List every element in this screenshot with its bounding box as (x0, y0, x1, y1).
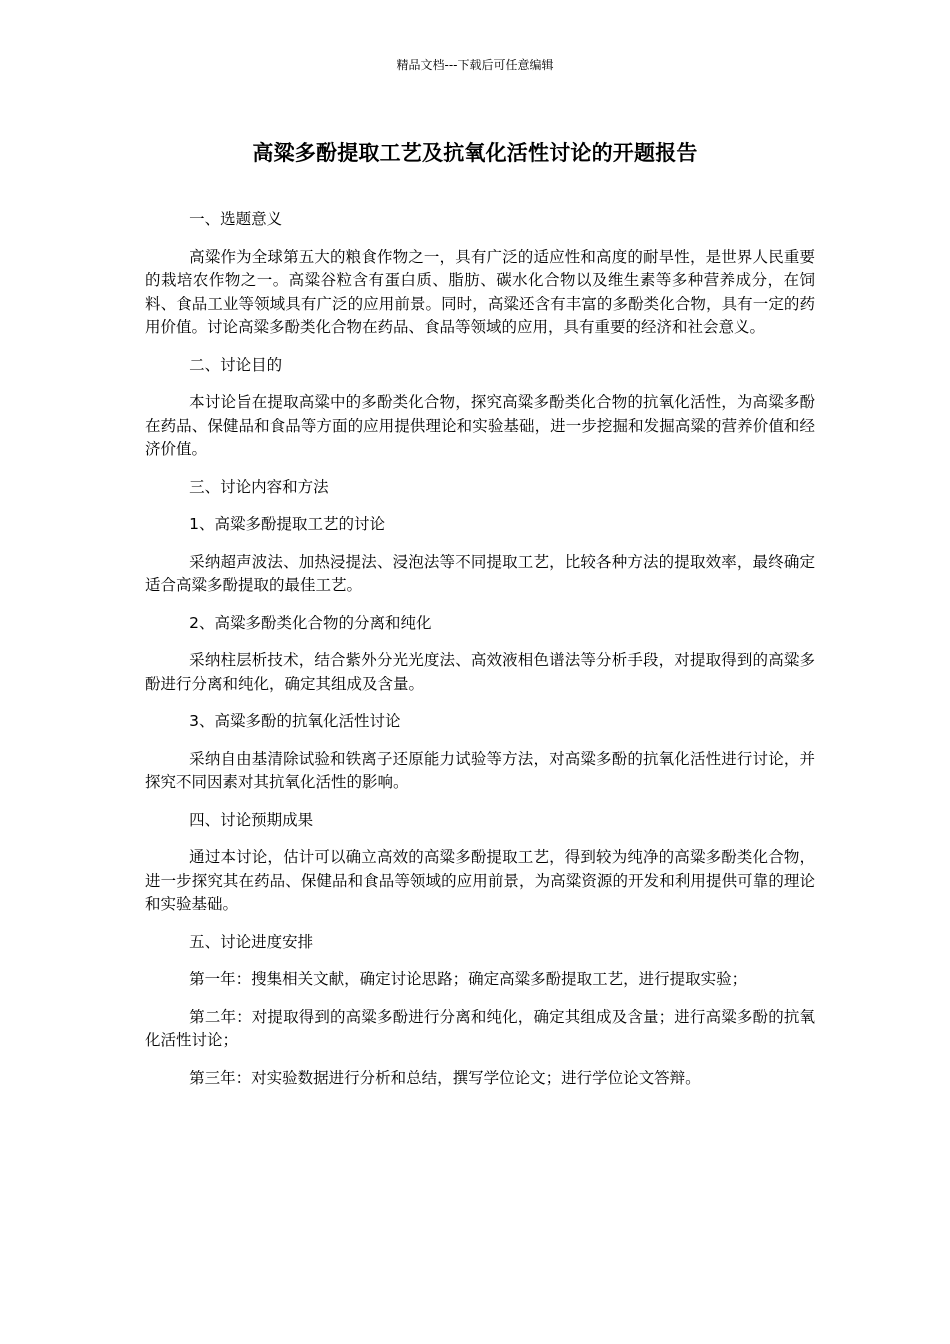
section-heading-content-methods: 三、讨论内容和方法 (189, 477, 329, 496)
subheading-antioxidant: 3、高粱多酚的抗氧化活性讨论 (189, 712, 401, 730)
section-heading-purpose: 二、讨论目的 (189, 355, 283, 374)
paragraph-purpose: 本讨论旨在提取高粱中的多酚类化合物，探究高粱多酚类化合物的抗氧化活性，为高粱多酚在药品、保健品和食品等方面的应用提供理论和实验基础，进一步挖掘和发掘高粱的营养价值和经济价值。 (145, 393, 815, 458)
subheading-extraction: 1、高粱多酚提取工艺的讨论 (189, 515, 386, 533)
paragraph-separation: 采纳柱层析技术，结合紫外分光光度法、高效液相色谱法等分析手段，对提取得到的高粱多酚进行分离和纯化，确定其组成及含量。 (145, 651, 815, 693)
section-heading-expected-results: 四、讨论预期成果 (189, 810, 314, 829)
paragraph-extraction: 采纳超声波法、加热浸提法、浸泡法等不同提取工艺，比较各种方法的提取效率，最终确定适合高粱多酚提取的最佳工艺。 (145, 552, 815, 594)
schedule-year-1: 第一年：搜集相关文献，确定讨论思路；确定高粱多酚提取工艺，进行提取实验； (189, 970, 748, 988)
section-heading-schedule: 五、讨论进度安排 (189, 932, 314, 951)
page-header: 精品文档---下载后可任意编辑 (396, 58, 554, 72)
paragraph-significance: 高粱作为全球第五大的粮食作物之一，具有广泛的适应性和高度的耐旱性，是世界人民重要的栽培农作物之一。高粱谷粒含有蛋白质、脂肪、碳水化合物以及维生素等多种营养成分，在饲料、食品工业等领域具有广泛的应用前景。同时，高粱还含有丰富的多酚类化合物，具有一定的药用价值。讨论高粱多酚类化合物在药品、食品等领域的应用，具有重要的经济和社会意义。 (145, 247, 815, 336)
subheading-separation: 2、高粱多酚类化合物的分离和纯化 (189, 613, 432, 632)
paragraph-antioxidant: 采纳自由基清除试验和铁离子还原能力试验等方法，对高粱多酚的抗氧化活性进行讨论，并探究不同因素对其抗氧化活性的影响。 (145, 749, 815, 791)
document-body (145, 208, 815, 1104)
section-heading-significance: 一、选题意义 (189, 210, 283, 228)
schedule-year-2: 第二年：对提取得到的高粱多酚进行分离和纯化，确定其组成及含量；进行高粱多酚的抗氧化活性讨论； (145, 1007, 815, 1049)
schedule-year-3: 第三年：对实验数据进行分析和总结，撰写学位论文；进行学位论文答辩。 (189, 1068, 701, 1087)
document-title: 高粱多酚提取工艺及抗氧化活性讨论的开题报告 (252, 141, 698, 165)
paragraph-expected-results: 通过本讨论，估计可以确立高效的高粱多酚提取工艺，得到较为纯净的高粱多酚类化合物，进一步探究其在药品、保健品和食品等领域的应用前景，为高粱资源的开发和利用提供可靠的理论和实验基础。 (145, 848, 815, 913)
